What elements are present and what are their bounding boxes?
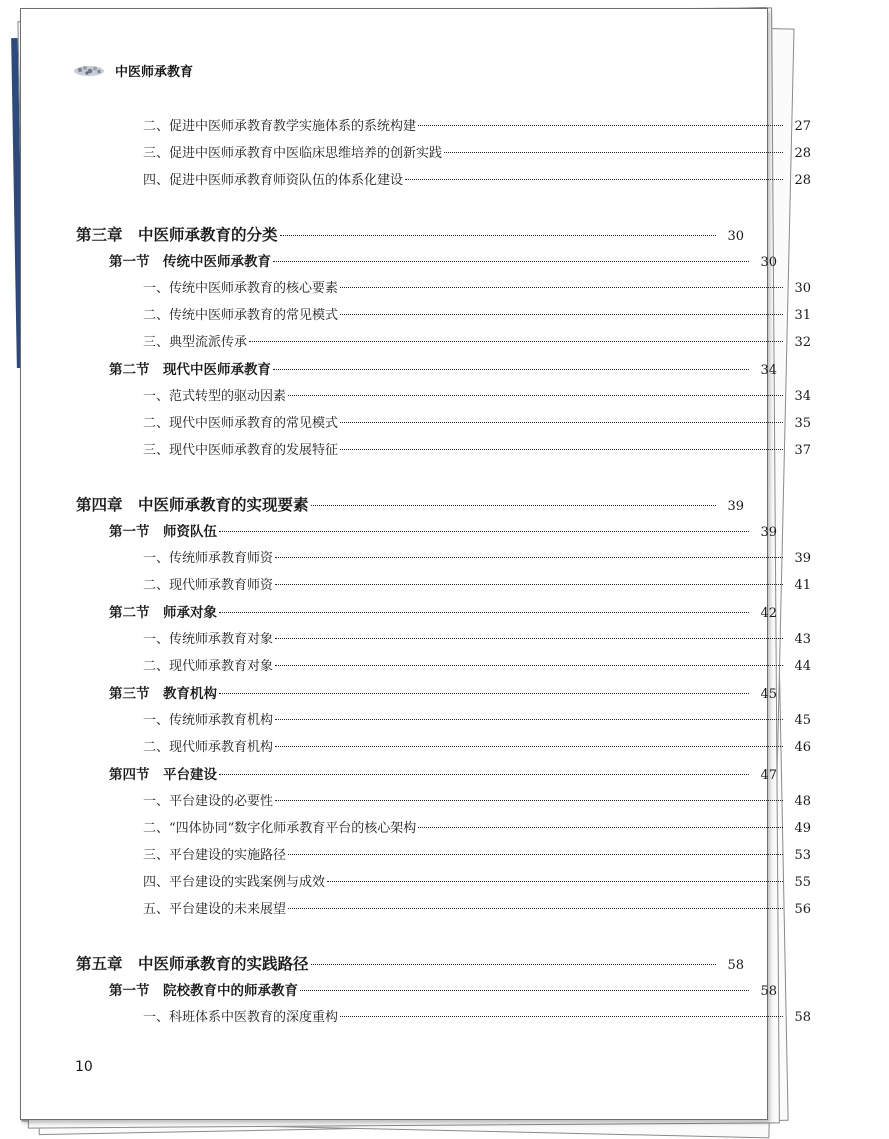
toc-entry-title: 二、现代师承教育师资: [143, 578, 274, 593]
toc-entry-title: 第一节 师资队伍: [109, 524, 217, 540]
toc-entry-title: 四、平台建设的实践案例与成效: [143, 875, 326, 890]
page-number: 10: [75, 1059, 93, 1075]
dot-leader: [275, 557, 783, 558]
toc-entry-item: [21, 115, 889, 141]
toc-entry-title: 第四章 中医师承教育的实现要素: [76, 496, 309, 514]
dot-leader: [340, 449, 783, 450]
toc-entry-section: [21, 358, 855, 384]
dot-leader: [273, 369, 749, 370]
toc-entry-title: 三、平台建设的实施路径: [143, 848, 287, 863]
toc-entry-title: 第三节 教育机构: [109, 686, 217, 702]
toc-entry-page-number: 28: [794, 173, 811, 188]
toc-entry-page-number: 30: [794, 281, 811, 296]
dot-leader: [300, 990, 749, 991]
toc-entry-title: 一、传统师承教育对象: [143, 632, 274, 647]
dot-leader: [273, 261, 749, 262]
toc-entry-page-number: 35: [794, 416, 811, 431]
toc-entry-page-number: 49: [794, 821, 811, 836]
toc-entry-page-number: 45: [794, 713, 811, 728]
toc-entry-page-number: 46: [794, 740, 811, 755]
toc-entry-page-number: 58: [727, 958, 744, 973]
dot-leader: [340, 314, 783, 315]
toc-entry-section: [21, 601, 855, 627]
toc-entry-title: 二、现代师承教育对象: [143, 659, 274, 674]
toc-entry-chapter: [21, 493, 822, 519]
toc-entry-page-number: 39: [794, 551, 811, 566]
toc-entry-page-number: 55: [794, 875, 811, 890]
toc-entry-page-number: 53: [794, 848, 811, 863]
toc-entry-title: 三、典型流派传承: [143, 335, 248, 350]
toc-entry-title: 二、传统中医师承教育的常见模式: [143, 308, 339, 323]
toc-entry-page-number: 47: [760, 768, 777, 783]
dot-leader: [275, 584, 783, 585]
toc-entry-title: 第二节 师承对象: [109, 605, 217, 621]
toc-entry-item: [21, 655, 889, 681]
dot-leader: [444, 152, 783, 153]
toc-entry-title: 一、传统师承教育师资: [143, 551, 274, 566]
dot-leader: [288, 854, 783, 855]
toc-entry-section: [21, 520, 855, 546]
toc-entry-title: 第一节 传统中医师承教育: [109, 254, 271, 270]
toc-entry-title: 二、“四体协同”数字化师承教育平台的核心架构: [143, 821, 417, 836]
dot-leader: [275, 638, 783, 639]
toc-entry-title: 第一节 院校教育中的师承教育: [109, 983, 298, 999]
toc-entry-page-number: 44: [794, 659, 811, 674]
dot-leader: [219, 612, 749, 613]
toc-entry-title: 二、现代中医师承教育的常见模式: [143, 416, 339, 431]
toc-entry-title: 第二节 现代中医师承教育: [109, 362, 271, 378]
toc-entry-page-number: 30: [727, 229, 744, 244]
toc-entry-section: [21, 682, 855, 708]
dot-leader: [327, 881, 783, 882]
toc-entry-section: [21, 979, 855, 1005]
running-header: [73, 59, 193, 81]
dot-leader: [219, 531, 749, 532]
dot-leader: [219, 693, 749, 694]
toc-entry-title: 第四节 平台建设: [109, 767, 217, 783]
toc-entry-page-number: 39: [760, 525, 777, 540]
dot-leader: [275, 719, 783, 720]
toc-entry-item: [21, 736, 889, 762]
toc-entry-title: 三、促进中医师承教育中医临床思维培养的创新实践: [143, 146, 443, 161]
toc-entry-page-number: 37: [794, 443, 811, 458]
toc-entry-section: [21, 763, 855, 789]
toc-entry-chapter: [21, 223, 822, 249]
dot-leader: [288, 395, 783, 396]
toc-entry-title: 一、科班体系中医教育的深度重构: [143, 1010, 339, 1025]
toc-entry-page-number: 45: [760, 687, 777, 702]
toc-entry-page-number: 56: [794, 902, 811, 917]
dot-leader: [340, 422, 783, 423]
toc-entry-title: 一、传统中医师承教育的核心要素: [143, 281, 339, 296]
dot-leader: [275, 665, 783, 666]
dot-leader: [219, 774, 749, 775]
toc-entry-page-number: 39: [727, 499, 744, 514]
toc-entry-section: [21, 250, 855, 276]
toc-entry-page-number: 32: [794, 335, 811, 350]
toc-entry-item: [21, 628, 889, 654]
toc-entry-page-number: 48: [794, 794, 811, 809]
toc-entry-item: [21, 1006, 889, 1032]
toc-entry-item: [21, 277, 889, 303]
toc-entry-item: [21, 871, 889, 897]
toc-entry-item: [21, 547, 889, 573]
dot-leader: [340, 1016, 783, 1017]
toc-entry-title: 第三章 中医师承教育的分类: [76, 226, 278, 244]
toc-entry-chapter: [21, 952, 822, 978]
cloud-seal-icon: [73, 63, 105, 77]
toc-entry-title: 一、传统师承教育机构: [143, 713, 274, 728]
toc-entry-item: [21, 439, 889, 465]
toc-entry-page-number: 31: [794, 308, 811, 323]
toc-entry-item: [21, 574, 889, 600]
toc-entry-title: 一、范式转型的驱动因素: [143, 389, 287, 404]
dot-leader: [418, 827, 783, 828]
toc-entry-title: 三、现代中医师承教育的发展特征: [143, 443, 339, 458]
toc-entry-page-number: 34: [794, 389, 811, 404]
toc-entry-title: 第五章 中医师承教育的实践路径: [76, 955, 309, 973]
toc-page: [20, 8, 811, 1120]
toc-entry-page-number: 30: [760, 255, 777, 270]
dot-leader: [418, 125, 783, 126]
toc-entry-page-number: 27: [794, 119, 811, 134]
dot-leader: [280, 235, 716, 236]
dot-leader: [340, 287, 783, 288]
toc-entry-item: [21, 169, 889, 195]
toc-entry-title: 四、促进中医师承教育师资队伍的体系化建设: [143, 173, 404, 188]
dot-leader: [275, 800, 783, 801]
toc-entry-item: [21, 709, 889, 735]
toc-entry-item: [21, 817, 889, 843]
toc-entry-page-number: 41: [794, 578, 811, 593]
toc-entry-title: 二、现代师承教育机构: [143, 740, 274, 755]
toc-entry-item: [21, 412, 889, 438]
dot-leader: [275, 746, 783, 747]
toc-entry-page-number: 28: [794, 146, 811, 161]
dot-leader: [311, 505, 716, 506]
toc-entry-page-number: 42: [760, 606, 777, 621]
toc-entry-item: [21, 898, 889, 924]
toc-entry-page-number: 43: [794, 632, 811, 647]
toc-entry-item: [21, 331, 889, 357]
toc-entry-title: 二、促进中医师承教育教学实施体系的系统构建: [143, 119, 417, 134]
toc-entry-item: [21, 385, 889, 411]
toc-entry-page-number: 58: [760, 984, 777, 999]
toc-entry-item: [21, 844, 889, 870]
toc-entry-item: [21, 142, 889, 168]
toc-entry-item: [21, 790, 889, 816]
toc-entry-title: 一、平台建设的必要性: [143, 794, 274, 809]
dot-leader: [311, 964, 716, 965]
dot-leader: [288, 908, 783, 909]
toc-entry-page-number: 34: [760, 363, 777, 378]
toc-entry-item: [21, 304, 889, 330]
toc-entry-title: 五、平台建设的未来展望: [143, 902, 287, 917]
toc-entry-page-number: 58: [794, 1010, 811, 1025]
dot-leader: [249, 341, 783, 342]
running-header-title: 中医师承教育: [115, 64, 194, 80]
dot-leader: [405, 179, 783, 180]
